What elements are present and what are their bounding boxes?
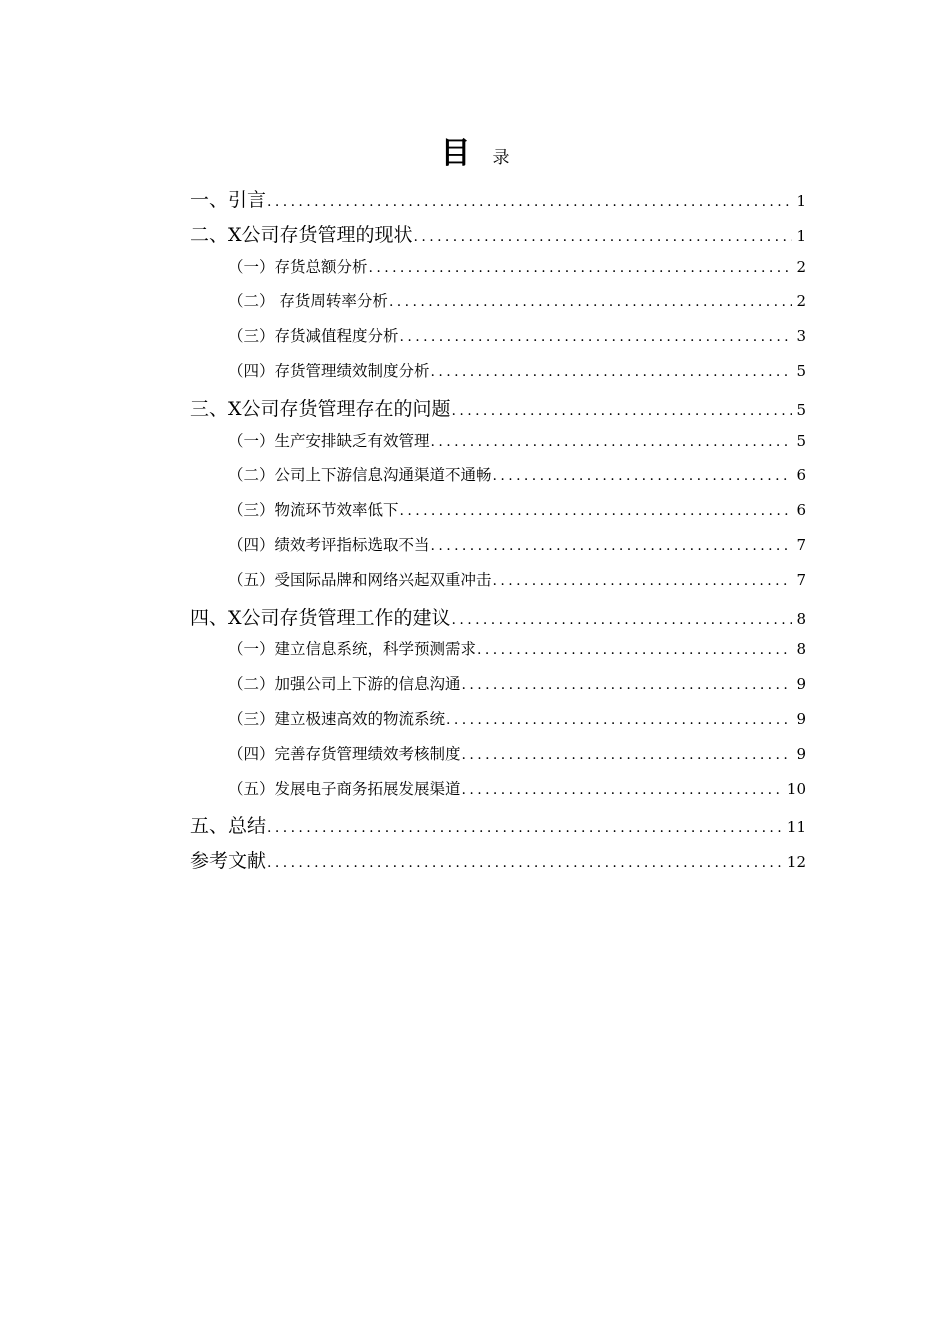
toc-entry-suggestions[interactable] (190, 603, 806, 638)
toc-page-number: 8 (796, 640, 806, 659)
toc-entry-problems[interactable] (190, 394, 806, 429)
toc-entry-label: （四）存货管理绩效制度分析 (228, 361, 430, 380)
toc-leader-dots (431, 434, 793, 450)
toc-title-secondary: 录 (492, 148, 510, 168)
toc-page-number: 12 (786, 853, 806, 872)
toc-entry-label: 二、X公司存货管理的现状 (190, 223, 413, 246)
toc-entry-label: （五）发展电子商务拓展发展渠道 (228, 779, 461, 798)
toc-title-main: 目 (440, 136, 471, 171)
toc-entry-label: （一）生产安排缺乏有效管理 (228, 431, 430, 450)
toc-leader-dots (452, 403, 793, 419)
toc-leader-dots (267, 820, 783, 836)
toc-subentry[interactable] (190, 498, 806, 533)
toc-entry-label: 参考文献 (190, 850, 267, 873)
toc-page-number: 7 (796, 535, 806, 554)
toc-page-number: 5 (796, 400, 806, 419)
toc-page-number: 8 (796, 609, 806, 628)
toc-page-number: 3 (796, 327, 806, 346)
toc-entry-label: （二）公司上下游信息沟通渠道不通畅 (228, 466, 492, 485)
toc-page-number: 9 (796, 675, 806, 694)
toc-leader-dots (446, 712, 792, 728)
toc-entry-label: （一）存货总额分析 (228, 257, 368, 276)
toc-leader-dots (414, 229, 793, 245)
toc-leader-dots (369, 260, 793, 276)
toc-subentry[interactable] (190, 289, 806, 324)
toc-page-number: 5 (796, 431, 806, 450)
toc-subentry[interactable] (190, 255, 806, 290)
toc-leader-dots (431, 538, 793, 554)
toc-page-number: 2 (796, 292, 806, 311)
toc-entry-label: （一）建立信息系统，科学预测需求 (228, 640, 477, 659)
toc-page-number: 1 (796, 192, 806, 210)
toc-entry-summary[interactable] (190, 811, 806, 846)
toc-subentry[interactable] (190, 742, 806, 777)
toc-leader-dots (267, 194, 792, 210)
toc-page-number: 6 (796, 466, 806, 485)
toc-subentry[interactable] (190, 359, 806, 394)
toc-leader-dots (477, 642, 792, 658)
toc-leader-dots (267, 855, 783, 871)
toc-entry-label: （三）存货减值程度分析 (228, 327, 399, 346)
toc-page-number: 10 (786, 779, 806, 798)
toc-leader-dots (400, 329, 793, 345)
toc-entry-label: （四）绩效考评指标选取不当 (228, 535, 430, 554)
toc-entry-label: （三）物流环节效率低下 (228, 501, 399, 520)
toc-page-number: 5 (796, 361, 806, 380)
table-of-contents (190, 185, 806, 881)
toc-subentry[interactable] (190, 463, 806, 498)
toc-leader-dots (462, 747, 793, 763)
toc-leader-dots (400, 503, 793, 519)
toc-leader-dots (389, 294, 793, 310)
toc-title (0, 128, 950, 172)
toc-leader-dots (462, 677, 793, 693)
toc-entry-label: 三、X公司存货管理存在的问题 (190, 397, 451, 420)
toc-subentry[interactable] (190, 777, 806, 812)
toc-entry-label: （四）完善存货管理绩效考核制度 (228, 744, 461, 763)
toc-subentry[interactable] (190, 637, 806, 672)
toc-page-number: 2 (796, 257, 806, 276)
toc-subentry[interactable] (190, 568, 806, 603)
toc-entry-label: （三）建立极速高效的物流系统 (228, 709, 446, 728)
toc-leader-dots (462, 782, 783, 798)
toc-leader-dots (452, 612, 793, 628)
toc-page-number: 1 (796, 226, 806, 245)
toc-entry-label: 四、X公司存货管理工作的建议 (190, 606, 451, 629)
toc-page-number: 9 (796, 744, 806, 763)
toc-leader-dots (493, 573, 793, 589)
toc-entry-label: 五、总结 (190, 815, 267, 838)
toc-leader-dots (431, 364, 793, 380)
toc-entry-references[interactable] (190, 846, 806, 881)
toc-page-number: 6 (796, 501, 806, 520)
toc-entry-current-status[interactable] (190, 220, 806, 255)
toc-leader-dots (493, 468, 793, 484)
toc-subentry[interactable] (190, 672, 806, 707)
toc-entry-introduction[interactable] (190, 185, 806, 220)
toc-entry-label: （二）加强公司上下游的信息沟通 (228, 675, 461, 694)
toc-page-number: 9 (796, 709, 806, 728)
toc-subentry[interactable] (190, 429, 806, 464)
toc-subentry[interactable] (190, 324, 806, 359)
toc-entry-label: （二） 存货周转率分析 (228, 292, 388, 311)
toc-subentry[interactable] (190, 707, 806, 742)
toc-subentry[interactable] (190, 533, 806, 568)
toc-entry-label: 一、引言 (190, 189, 267, 211)
toc-page-number: 7 (796, 570, 806, 589)
toc-page-number: 11 (786, 818, 806, 837)
toc-entry-label: （五）受国际品牌和网络兴起双重冲击 (228, 570, 492, 589)
